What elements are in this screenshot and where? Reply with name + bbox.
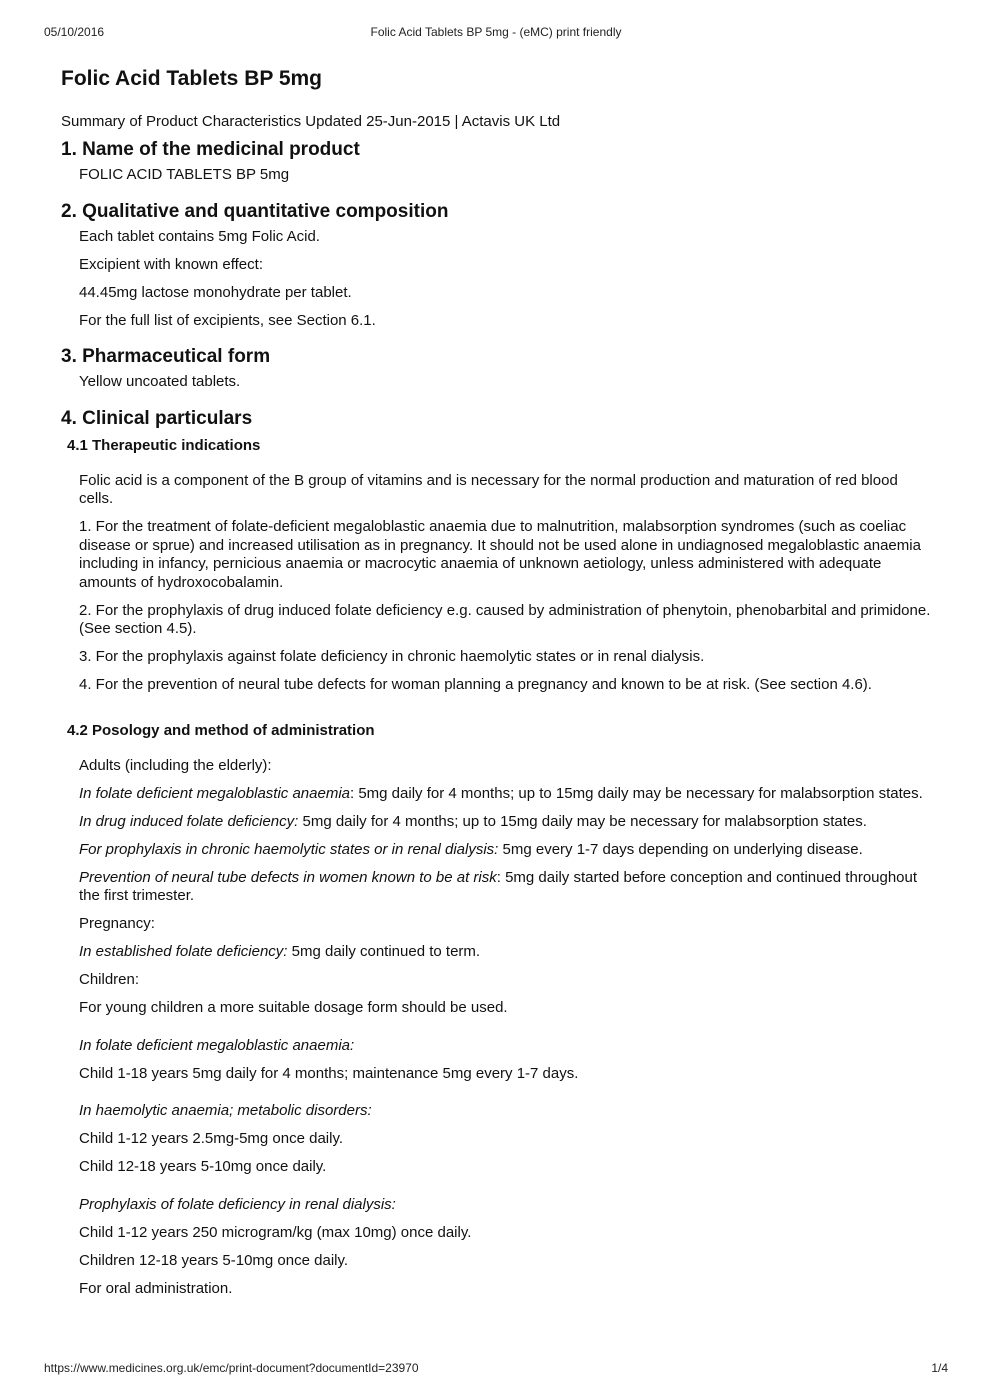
- pregnancy-label: Pregnancy:: [79, 915, 155, 932]
- children-condition-1: [79, 1037, 932, 1056]
- dosage-pregnancy: [79, 943, 932, 962]
- children-condition-2: [79, 1102, 932, 1121]
- children-condition-2-label: In haemolytic anaemia; metabolic disorders:: [79, 1102, 372, 1119]
- indication-intro: Folic acid is a component of the B group of vitamins and is necessary for the normal production and maturation of red blood cells.: [79, 471, 898, 507]
- dosage-adult-3-condition: For prophylaxis in chronic haemolytic states or in renal dialysis:: [79, 840, 499, 858]
- dosage-pregnancy-condition: In established folate deficiency:: [79, 943, 288, 960]
- dosage-adult-4: [79, 869, 932, 906]
- dosage-pregnancy-text: 5mg daily continued to term.: [287, 943, 481, 960]
- product-name: FOLIC ACID TABLETS BP 5mg: [79, 166, 290, 183]
- dosage-adult-1-text: : 5mg daily for 4 months; up to 15mg daily may be necessary for malabsorption states.: [350, 784, 923, 802]
- children-dosage-1: Child 1-18 years 5mg daily for 4 months; maintenance 5mg every 1-7 days.: [79, 1064, 579, 1082]
- dosage-adult-3-text: 5mg every 1-7 days depending on underlying disease.: [498, 840, 863, 858]
- subsection-4-2-heading: 4.2 Posology and method of administration: [67, 721, 375, 739]
- administration-route: For oral administration.: [79, 1279, 233, 1297]
- indication-4: 4. For the prevention of neural tube defects for woman planning a pregnancy and known to be at risk. (See section 4.6).: [79, 676, 872, 693]
- dosage-adult-2-condition: In drug induced folate deficiency:: [79, 812, 299, 830]
- children-condition-3: [79, 1196, 932, 1215]
- children-label: Children:: [79, 971, 140, 988]
- print-date: 05/10/2016: [44, 25, 105, 39]
- children-dosage-2a: Child 1-12 years 2.5mg-5mg once daily.: [79, 1130, 344, 1147]
- page-number: 1/4: [931, 1361, 948, 1375]
- excipient-reference: For the full list of excipients, see Section 6.1.: [79, 311, 376, 329]
- section-1-heading: 1. Name of the medicinal product: [61, 139, 360, 160]
- dosage-adult-3: [79, 841, 932, 860]
- children-dosage-2b: Child 12-18 years 5-10mg once daily.: [79, 1158, 327, 1175]
- dosage-adult-1-condition: In folate deficient megaloblastic anaemia: [79, 784, 350, 802]
- excipient-text: 44.45mg lactose monohydrate per tablet.: [79, 283, 352, 301]
- pharmaceutical-form-text: Yellow uncoated tablets.: [79, 373, 241, 390]
- composition-text: Each tablet contains 5mg Folic Acid.: [79, 227, 320, 245]
- excipient-label: Excipient with known effect:: [79, 255, 263, 273]
- subsection-4-1-heading: 4.1 Therapeutic indications: [67, 436, 261, 454]
- indication-1: 1. For the treatment of folate-deficient megaloblastic anaemia due to malnutrition, malabsorption syndromes (such as coeliac disease or sprue) and increased utilisation as in pregnancy. It should not be used alone in undiagnosed megaloblastic anaemia including in infancy, pernicious anaemia or macrocytic anaemia of unknown aetiology, unless administered with adequate amounts of hydroxocobalamin.: [79, 518, 921, 591]
- dosage-adult-4-condition: Prevention of neural tube defects in women known to be at risk: [79, 868, 497, 886]
- adults-label: Adults (including the elderly):: [79, 756, 272, 774]
- section-3: [61, 345, 932, 392]
- print-header: [44, 25, 948, 41]
- document-summary: Summary of Product Characteristics Updated 25-Jun-2015 | Actavis UK Ltd: [61, 113, 561, 130]
- print-url[interactable]: https://www.medicines.org.uk/emc/print-document?documentId=23970: [44, 1361, 419, 1375]
- indication-3: 3. For the prophylaxis against folate deficiency in chronic haemolytic states or in renal dialysis.: [79, 648, 705, 665]
- dosage-adult-1: [79, 785, 932, 804]
- children-dosage-3a: Child 1-12 years 250 microgram/kg (max 10mg) once daily.: [79, 1223, 472, 1241]
- section-4-heading: 4. Clinical particulars: [61, 407, 253, 429]
- dosage-adult-2: [79, 813, 932, 832]
- children-dosage-note: For young children a more suitable dosage form should be used.: [79, 999, 508, 1016]
- section-2: [61, 200, 932, 331]
- document-title: Folic Acid Tablets BP 5mg: [61, 67, 323, 90]
- document-body: [61, 64, 932, 1298]
- children-condition-3-label: Prophylaxis of folate deficiency in renal dialysis:: [79, 1195, 396, 1213]
- print-title: Folic Acid Tablets BP 5mg - (eMC) print friendly: [370, 25, 622, 39]
- section-3-heading: 3. Pharmaceutical form: [61, 346, 271, 367]
- section-2-heading: 2. Qualitative and quantitative composition: [61, 200, 449, 222]
- dosage-adult-2-text: 5mg daily for 4 months; up to 15mg daily may be necessary for malabsorption states.: [298, 812, 867, 830]
- dosage-adult-4-text: : 5mg daily started before conception and continued throughout the first trimester.: [79, 868, 918, 904]
- children-condition-1-label: In folate deficient megaloblastic anaemia:: [79, 1036, 355, 1054]
- indication-2: 2. For the prophylaxis of drug induced folate deficiency e.g. caused by administration of phenytoin, phenobarbital and primidone. (See section 4.5).: [79, 601, 931, 637]
- print-footer: [44, 1361, 948, 1377]
- section-4: [61, 407, 932, 1299]
- children-dosage-3b: Children 12-18 years 5-10mg once daily.: [79, 1251, 349, 1269]
- section-1: [61, 138, 932, 185]
